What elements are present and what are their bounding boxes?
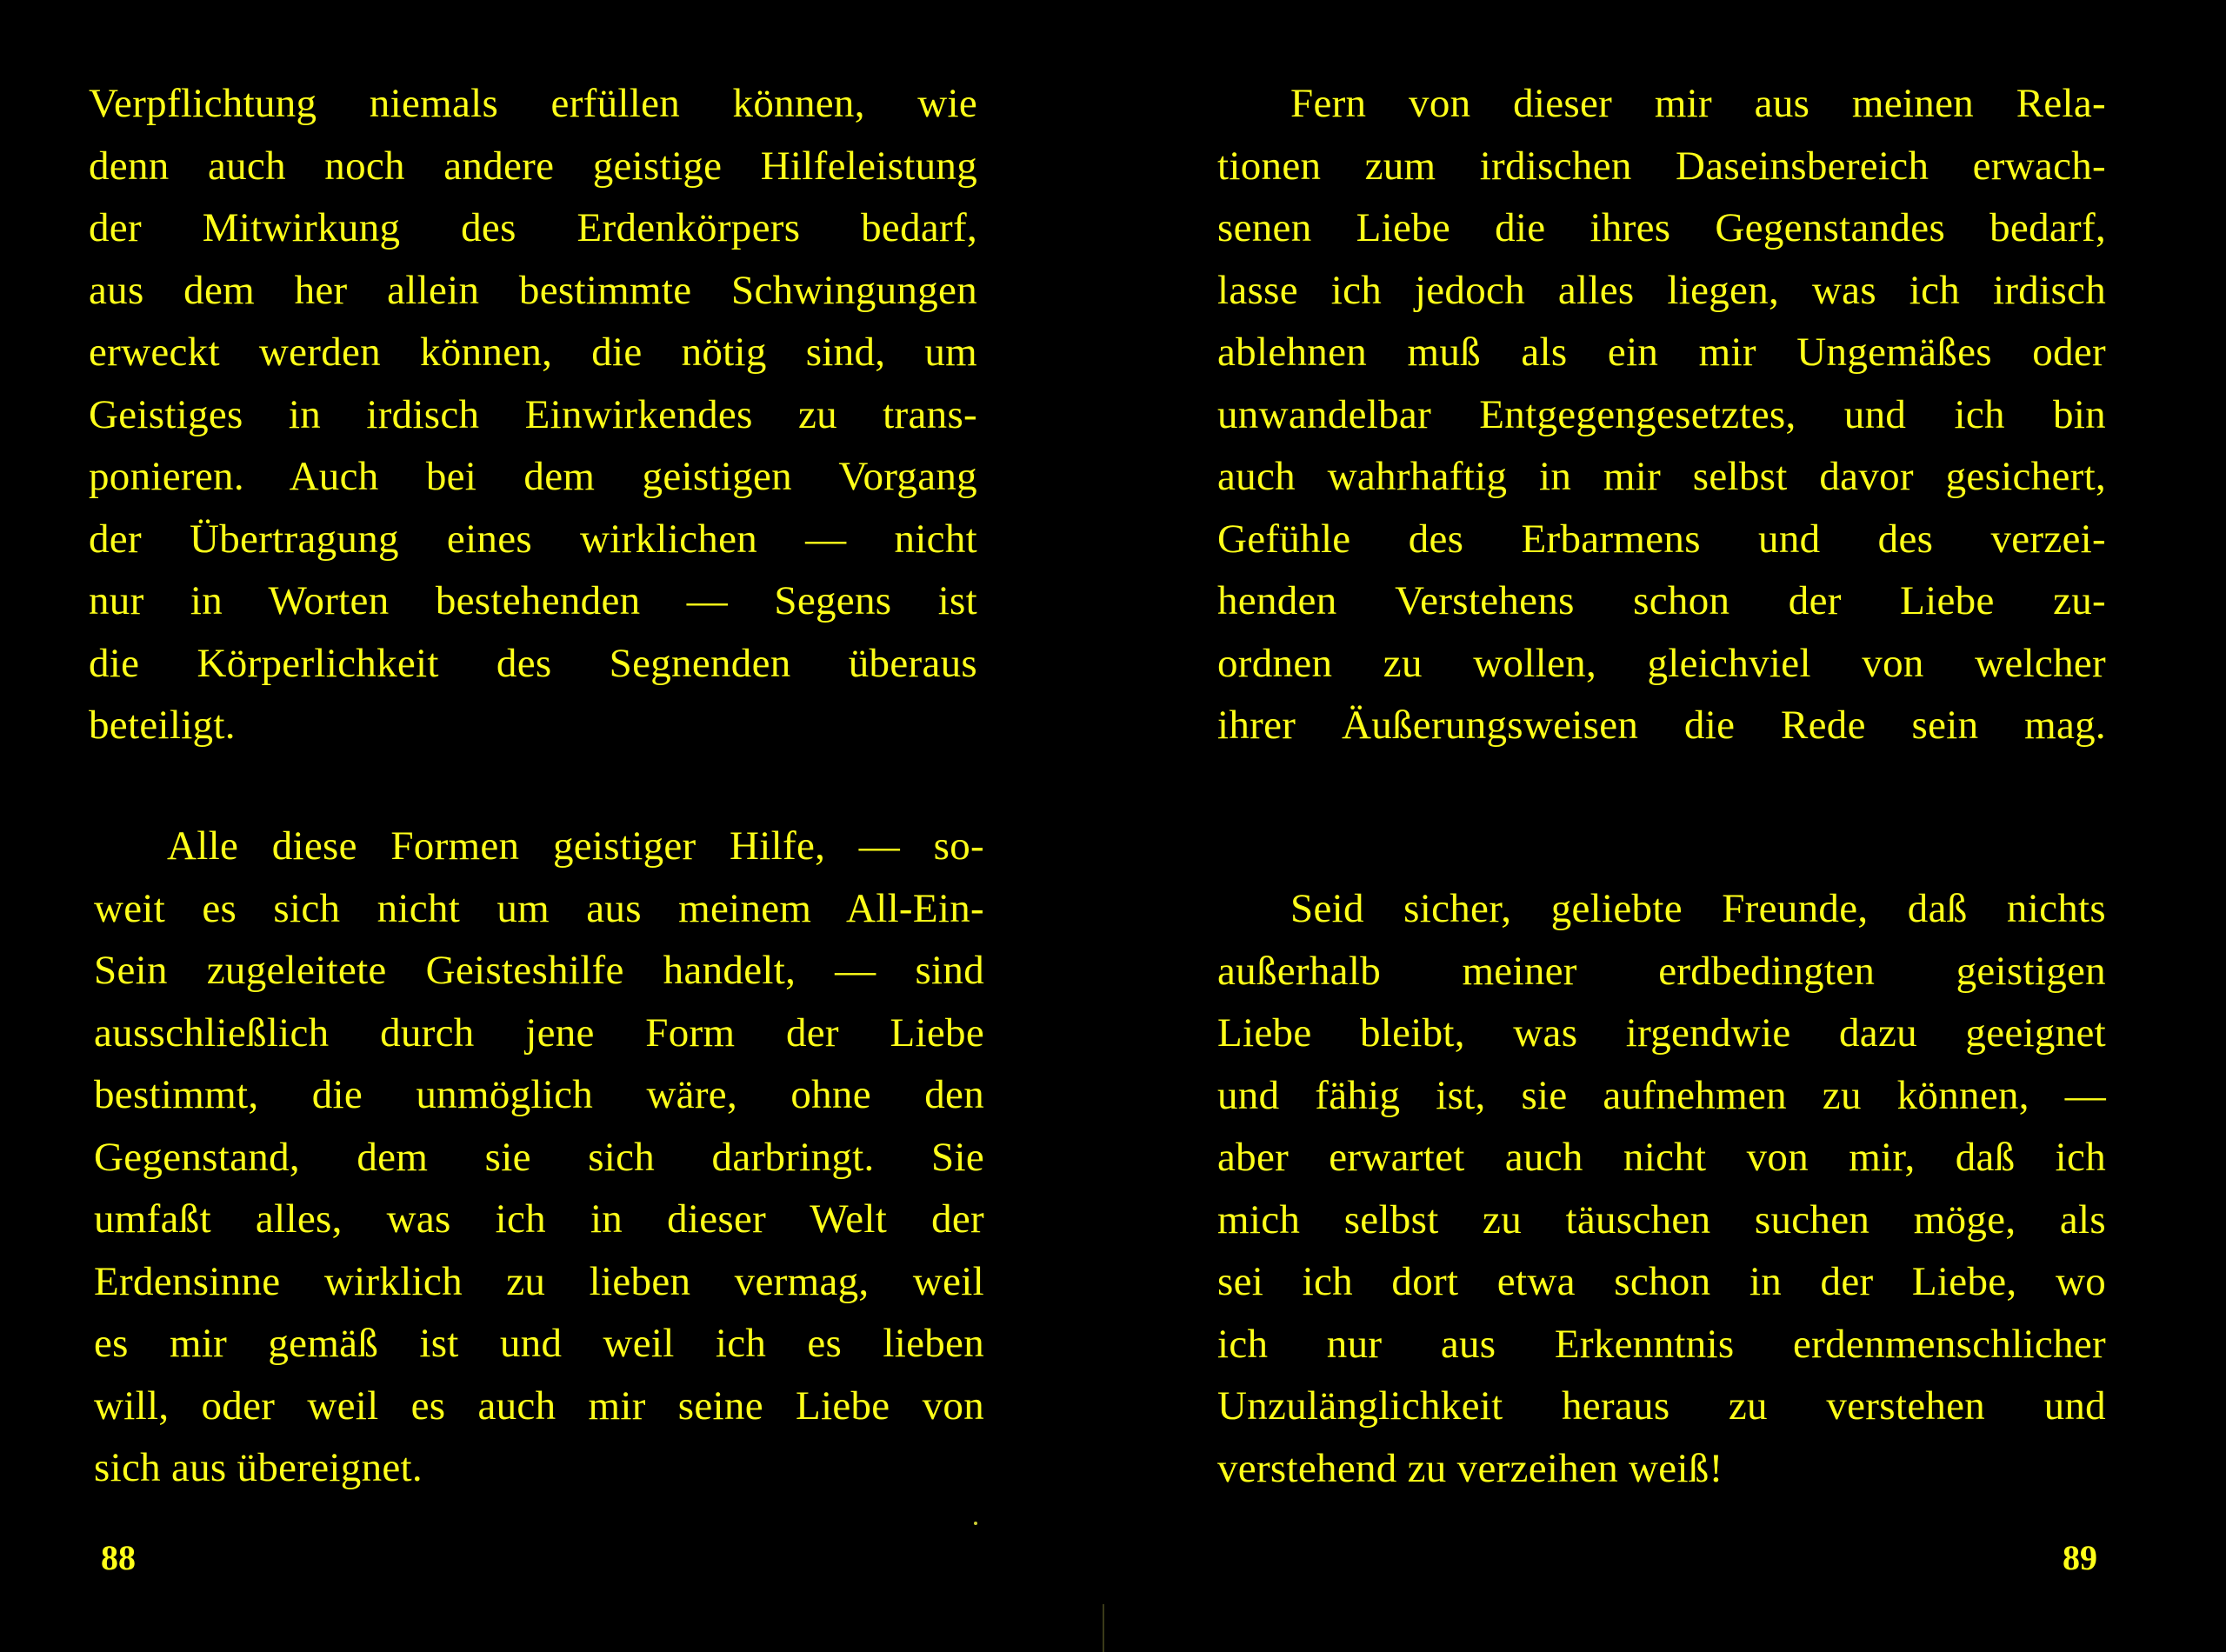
- text-line: aus dem her allein bestimmte Schwingungen: [89, 267, 977, 313]
- text-line: der Übertragung eines wirklichen — nicht: [89, 516, 977, 562]
- text-line: unwandelbar Entgegengesetztes, und ich bin: [1217, 391, 2106, 437]
- text-line: beteiligt.: [89, 703, 236, 748]
- text-line: umfaßt alles, was ich in dieser Welt der: [94, 1196, 984, 1242]
- gutter-line: [1103, 1604, 1104, 1652]
- text-line: sich aus übereignet.: [94, 1445, 423, 1490]
- text-line: bestimmt, die unmöglich wäre, ohne den: [94, 1072, 984, 1117]
- text-line: Geistiges in irdisch Einwirkendes zu trans-: [89, 391, 977, 437]
- text-line: Unzulänglichkeit heraus zu verstehen und: [1217, 1383, 2106, 1429]
- text-line: es mir gemäß ist und weil ich es lieben: [94, 1321, 984, 1366]
- page-number-right: 89: [2063, 1538, 2097, 1577]
- text-line: ausschließlich durch jene Form der Liebe: [94, 1009, 984, 1056]
- page-number-left: 88: [101, 1538, 136, 1577]
- text-line: mich selbst zu täuschen suchen möge, als: [1217, 1196, 2106, 1242]
- text-line: Seid sicher, geliebte Freunde, daß nichts: [1290, 886, 2106, 931]
- left-paragraph-2: [94, 816, 984, 1500]
- text-line: Erdensinne wirklich zu lieben vermag, weil: [94, 1258, 984, 1304]
- text-line: der Mitwirkung des Erdenkörpers bedarf,: [89, 205, 977, 250]
- text-line: tionen zum irdischen Daseinsbereich erwach-: [1217, 143, 2106, 189]
- text-line: ich nur aus Erkenntnis erdenmenschlicher: [1217, 1321, 2106, 1367]
- text-line: ordnen zu wollen, gleichviel von welcher: [1217, 640, 2106, 686]
- text-line: aber erwartet auch nicht von mir, daß ich: [1217, 1135, 2106, 1180]
- ink-speck: [974, 1522, 977, 1525]
- text-line: und fähig ist, sie aufnehmen zu können, —: [1217, 1072, 2106, 1118]
- right-page: [1113, 0, 2226, 1652]
- text-line: verstehend zu verzeihen weiß!: [1217, 1445, 1723, 1491]
- right-paragraph-2: [1217, 878, 2106, 1500]
- text-line: ablehnen muß als ein mir Ungemäßes oder: [1217, 330, 2106, 375]
- text-line: ihrer Äußerungsweisen die Rede sein mag.: [1217, 703, 2106, 748]
- text-line: denn auch noch andere geistige Hilfeleistung: [89, 143, 977, 189]
- text-line: Alle diese Formen geistiger Hilfe, — so-: [167, 823, 984, 869]
- left-paragraph-1: [89, 73, 977, 757]
- left-page: [0, 0, 1104, 1652]
- text-line: Sein zugeleitete Geisteshilfe handelt, — sind: [94, 948, 984, 993]
- right-paragraph-1: [1217, 73, 2106, 757]
- text-line: ponieren. Auch bei dem geistigen Vorgang: [89, 454, 977, 499]
- text-line: Liebe bleibt, was irgendwie dazu geeignet: [1217, 1010, 2106, 1056]
- text-line: Gefühle des Erbarmens und des verzei-: [1217, 516, 2106, 562]
- text-line: henden Verstehens schon der Liebe zu-: [1217, 578, 2106, 623]
- text-line: weit es sich nicht um aus meinem All-Ein-: [94, 885, 984, 931]
- text-line: lasse ich jedoch alles liegen, was ich irdisch: [1217, 267, 2106, 313]
- text-line: Fern von dieser mir aus meinen Rela-: [1290, 81, 2106, 126]
- text-line: erweckt werden können, die nötig sind, um: [89, 330, 977, 375]
- text-line: die Körperlichkeit des Segnenden überaus: [89, 640, 977, 686]
- text-line: auch wahrhaftig in mir selbst davor gesichert,: [1217, 454, 2106, 499]
- text-line: will, oder weil es auch mir seine Liebe von: [94, 1382, 984, 1429]
- text-line: außerhalb meiner erdbedingten geistigen: [1217, 948, 2106, 994]
- text-line: Gegenstand, dem sie sich darbringt. Sie: [94, 1134, 984, 1180]
- text-line: Verpflichtung niemals erfüllen können, wie: [89, 81, 977, 126]
- text-line: sei ich dort etwa schon in der Liebe, wo: [1217, 1259, 2106, 1304]
- text-line: nur in Worten bestehenden — Segens ist: [89, 578, 977, 623]
- text-line: senen Liebe die ihres Gegenstandes bedarf,: [1217, 205, 2106, 250]
